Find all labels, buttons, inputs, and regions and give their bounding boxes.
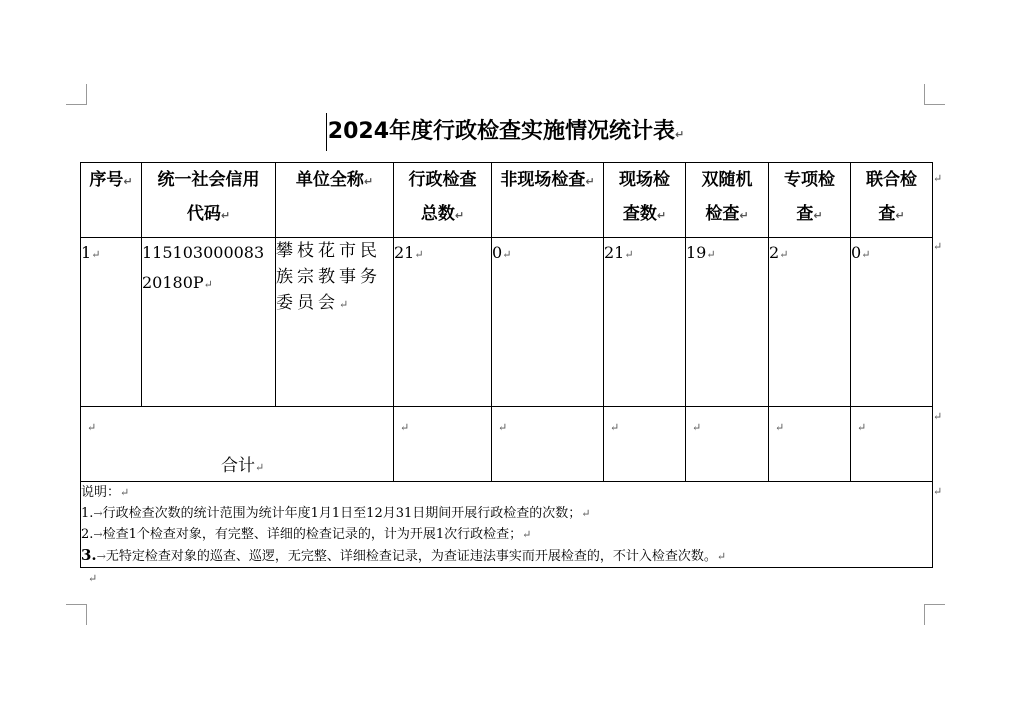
document-title: 2024年度行政检查实施情况统计表↵ (0, 113, 1010, 151)
special-count: 2↵ (769, 238, 851, 407)
header-cell: 统一社会信用 代码↵ (142, 163, 276, 238)
total-cell: ↵ (769, 407, 851, 482)
total-label: 合计 (221, 456, 255, 476)
header-cell: 非现场检查↵ (492, 163, 604, 238)
total-count: 21↵ (394, 238, 492, 407)
header-cell: 行政检查 总数↵ (394, 163, 492, 238)
header-cell: 专项检 查↵ (769, 163, 851, 238)
header-cell: 联合检 查↵ (851, 163, 933, 238)
notes-heading: 说明：↵ (81, 485, 130, 500)
table-row (81, 238, 933, 407)
note-item: 3.→无特定检查对象的巡查、巡逻，无完整、详细检查记录，为查证违法事实而开展检查的，不计入检查次数。↵ (81, 546, 727, 564)
header-cell: 序号↵ (81, 163, 142, 238)
joint-count: 0↵ (851, 238, 933, 407)
total-cell: ↵ (492, 407, 604, 482)
page-corner-mark (66, 84, 87, 105)
total-cell: ↵ (851, 407, 933, 482)
text-cursor (326, 113, 327, 151)
total-row (81, 407, 933, 482)
random-count: 19↵ (686, 238, 769, 407)
stats-table (80, 162, 933, 568)
paragraph-mark: ↵ (933, 410, 943, 423)
page-corner-mark (924, 84, 945, 105)
total-cell: ↵ (394, 407, 492, 482)
paragraph-mark: ↵ (88, 572, 98, 585)
credit-code: 115103000083 20180P↵ (142, 238, 276, 407)
paragraph-mark: ↵ (933, 172, 943, 185)
header-cell: 现场检 查数↵ (604, 163, 686, 238)
note-item: 2.→检查1个检查对象，有完整、详细的检查记录的，计为开展1次行政检查；↵ (81, 527, 532, 542)
total-cell: ↵ (604, 407, 686, 482)
paragraph-mark: ↵ (933, 485, 943, 498)
page-corner-mark (924, 604, 945, 625)
unit-name: 攀枝花市民族宗教事务委员会↵ (276, 238, 394, 407)
offsite-count: 0↵ (492, 238, 604, 407)
header-row (81, 163, 933, 238)
paragraph-mark: ↵ (933, 240, 943, 253)
header-cell: 单位全称↵ (276, 163, 394, 238)
note-item: 1.→行政检查次数的统计范围为统计年度1月1日至12月31日期间开展行政检查的次数；↵ (81, 506, 591, 521)
notes-cell (81, 482, 933, 568)
total-cell: ↵ (686, 407, 769, 482)
total-label-cell: ↵ 合计↵ (81, 407, 394, 482)
header-cell: 双随机 检查↵ (686, 163, 769, 238)
page-corner-mark (66, 604, 87, 625)
row-index: 1↵ (81, 238, 142, 407)
notes-row (81, 482, 933, 568)
onsite-count: 21↵ (604, 238, 686, 407)
